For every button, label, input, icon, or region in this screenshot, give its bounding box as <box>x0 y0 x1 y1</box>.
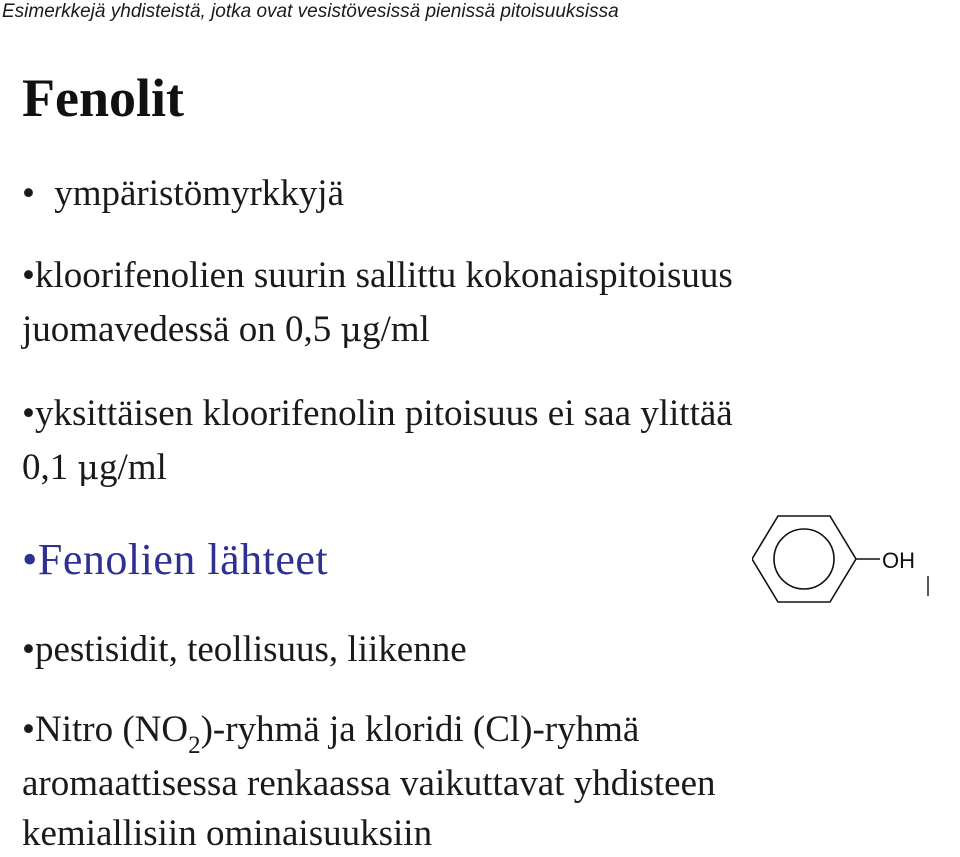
bullet-3-text-cont: 0,1 <box>22 447 78 488</box>
bullet-3-text: yksittäisen kloorifenolin pitoisuus ei saa ylittää <box>34 393 733 434</box>
bullet-5-line-1 <box>22 708 640 759</box>
bullet-marker: • <box>22 255 35 296</box>
phenol-structure <box>752 510 952 610</box>
sources-heading <box>22 534 328 586</box>
bullet-1 <box>22 172 344 216</box>
bullet-marker: • <box>22 709 35 750</box>
bullet-2-line-2 <box>22 308 430 352</box>
bullet-2-text: kloorifenolien suurin sallittu kokonaispitoisuus <box>34 255 733 296</box>
bullet-5-text-post: )-ryhmä ja kloridi (Cl)-ryhmä <box>200 709 640 750</box>
bullet-5-text-cont: aromaattisessa renkaassa vaikuttavat yhdisteen <box>22 763 716 804</box>
bullet-5-text-cont-2: kemiallisiin ominaisuuksiin <box>22 813 433 854</box>
aromatic-circle <box>774 529 834 589</box>
bullet-2-text-cont: juomavedessä on 0,5 <box>22 309 341 350</box>
bullet-marker: • <box>22 629 35 670</box>
bullet-1-text: ympäristömyrkkyjä <box>54 173 345 214</box>
bullet-5-text: Nitro (NO <box>34 709 189 750</box>
bullet-3-unit: g/ml <box>98 447 167 488</box>
bullet-2-unit: g/ml <box>362 309 430 350</box>
bullet-5-line-2 <box>22 762 716 806</box>
bullet-3-line-1 <box>22 392 733 436</box>
subscript-2: 2 <box>188 732 201 759</box>
bullet-2-line-1 <box>22 254 733 298</box>
sources-heading-text: Fenolien lähteet <box>37 535 329 584</box>
oh-label: OH <box>882 548 915 573</box>
bullet-3-line-2 <box>22 446 167 490</box>
bullet-5-line-3 <box>22 812 432 856</box>
mu-symbol: μ <box>340 310 362 349</box>
slide-title: Fenolit <box>22 68 184 128</box>
slide-header: Esimerkkejä yhdisteistä, jotka ovat vesistövesissä pienissä pitoisuuksissa <box>2 1 619 22</box>
bullet-4 <box>22 628 467 672</box>
bullet-marker: • <box>22 393 35 434</box>
bullet-4-text: pestisidit, teollisuus, liikenne <box>34 629 467 670</box>
bullet-marker: • <box>22 535 38 584</box>
mu-symbol: μ <box>77 448 99 487</box>
bullet-marker: • <box>22 173 35 214</box>
